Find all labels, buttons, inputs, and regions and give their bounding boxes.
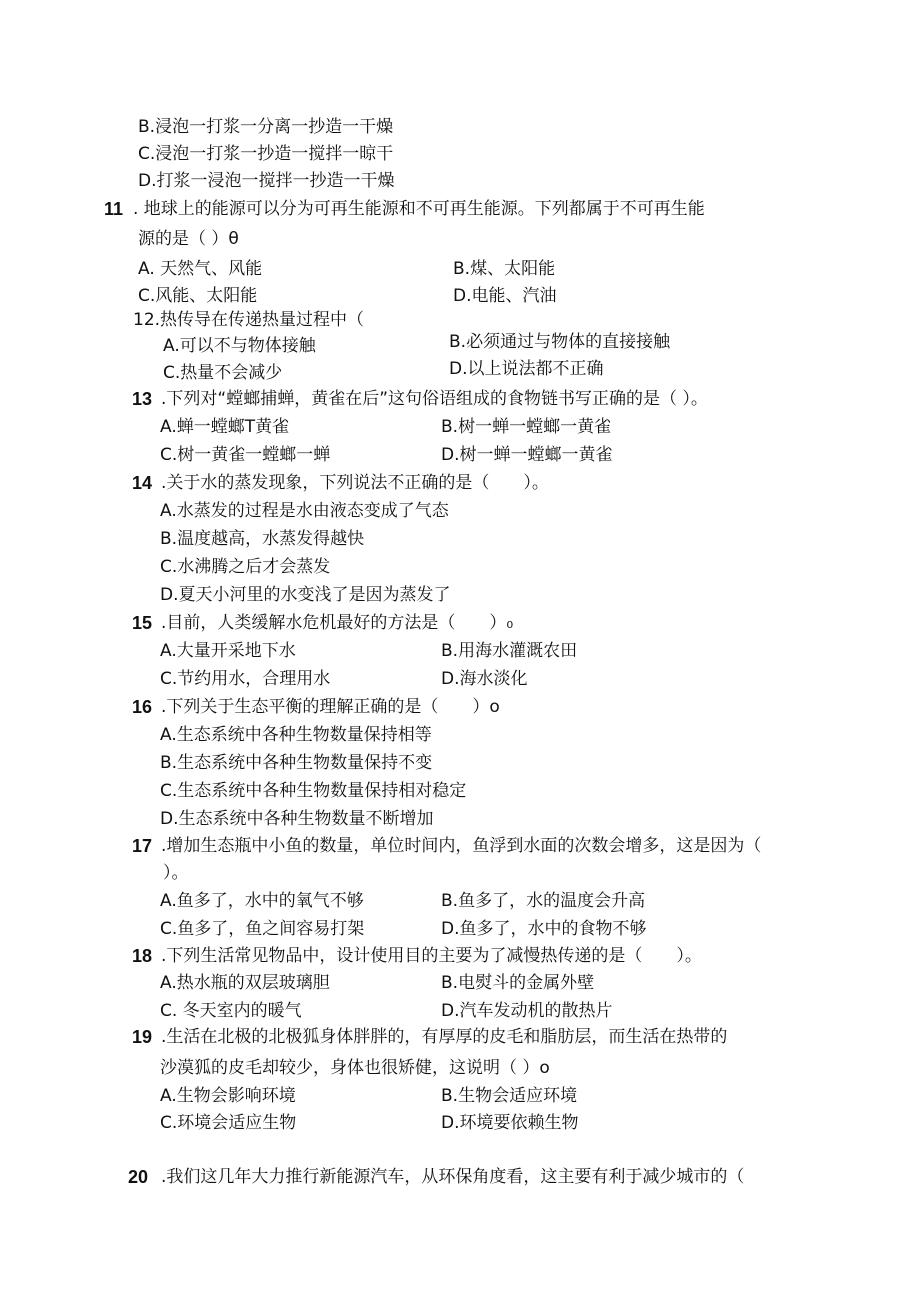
q18-option-a: A.热水瓶的双层玻璃胆 xyxy=(160,973,330,993)
q17-stem-line2: ）。 xyxy=(163,863,189,883)
q14-number: 14 xyxy=(132,473,153,493)
q16-option-c: C.生态系统中各种生物数量保持相对稳定 xyxy=(160,781,467,801)
q19-option-b: B.生物会适应环境 xyxy=(441,1086,578,1106)
q14-option-a: A.水蒸发的过程是水由液态变成了气态 xyxy=(160,501,449,521)
q11-number: 11 xyxy=(104,199,124,219)
q11-option-c: C.风能、太阳能 xyxy=(138,286,258,306)
q13-number: 13 xyxy=(132,389,153,409)
q14-option-c: C.水沸腾之后才会蒸发 xyxy=(160,557,331,577)
q16-number: 16 xyxy=(132,697,153,717)
q17-option-c: C.鱼多了，鱼之间容易打架 xyxy=(160,919,365,939)
q13-stem: .下列对“螳螂捕蝉，黄雀在后”这句俗语组成的食物链书写正确的是（ ）。 xyxy=(161,389,708,409)
q14-option-b: B.温度越高，水蒸发得越快 xyxy=(160,529,365,549)
q15-stem: .目前，人类缓解水危机最好的方法是（ ）₀ xyxy=(161,613,514,633)
q16-option-d: D.生态系统中各种生物数量不断增加 xyxy=(160,809,434,829)
q12-option-d: D.以上说法都不正确 xyxy=(449,359,604,379)
q15-number: 15 xyxy=(132,613,153,633)
q18-stem: .下列生活常见物品中，设计使用目的主要为了减慢热传递的是（ ）。 xyxy=(161,946,702,966)
q19-number: 19 xyxy=(132,1027,153,1047)
q14-option-d: D.夏天小河里的水变浅了是因为蒸发了 xyxy=(160,585,451,605)
q19-option-d: D.环境要依赖生物 xyxy=(441,1113,579,1133)
q10-option-c: C.浸泡一打浆一抄造一搅拌一晾干 xyxy=(138,144,394,164)
q16-option-a: A.生态系统中各种生物数量保持相等 xyxy=(160,725,432,745)
q19-stem-line1: .生活在北极的北极狐身体胖胖的，有厚厚的皮毛和脂肪层，而生活在热带的 xyxy=(161,1027,728,1047)
q17-option-b: B.鱼多了，水的温度会升高 xyxy=(441,891,646,911)
q18-option-c: C. 冬天室内的暖气 xyxy=(160,1001,302,1021)
q13-option-a: A.蝉一螳螂T黄雀 xyxy=(160,417,290,437)
q20-stem: .我们这几年大力推行新能源汽车，从环保角度看，这主要有利于减少城市的（ xyxy=(161,1167,745,1187)
q13-option-d: D.树一蝉一螳螂一黄雀 xyxy=(441,445,613,465)
q18-option-b: B.电熨斗的金属外壁 xyxy=(441,973,595,993)
q12-option-b: B.必须通过与物体的直接接触 xyxy=(449,332,671,352)
q13-option-c: C.树一黄雀一螳螂一蝉 xyxy=(160,445,331,465)
q17-option-d: D.鱼多了，水中的食物不够 xyxy=(441,919,647,939)
q11-stem-line2: 源的是（ ）θ xyxy=(138,229,239,249)
q12-option-c: C.热量不会减少 xyxy=(163,363,283,383)
q16-option-b: B.生态系统中各种生物数量保持不变 xyxy=(160,753,433,773)
q11-stem-line1: . 地球上的能源可以分为可再生能源和不可再生能源。下列都属于不可再生能 xyxy=(133,199,705,219)
q18-number: 18 xyxy=(132,946,153,966)
q15-option-a: A.大量开采地下水 xyxy=(160,641,296,661)
q15-option-c: C.节约用水，合理用水 xyxy=(160,669,331,689)
q19-option-a: A.生物会影响环境 xyxy=(160,1086,296,1106)
q11-option-a: A. 天然气、风能 xyxy=(138,259,263,279)
q11-option-d: D.电能、汽油 xyxy=(453,286,557,306)
q13-option-b: B.树一蝉一螳螂一黄雀 xyxy=(441,417,612,437)
q15-option-b: B.用海水灌溉农田 xyxy=(441,641,578,661)
q10-option-b: B.浸泡一打浆一分离一抄造一干燥 xyxy=(138,117,394,137)
q12-option-a: A.可以不与物体接触 xyxy=(163,336,316,356)
q19-option-c: C.环境会适应生物 xyxy=(160,1113,297,1133)
q12-stem: 12.热传导在传递热量过程中（ xyxy=(133,310,365,330)
q14-stem: .关于水的蒸发现象，下列说法不正确的是（ ）。 xyxy=(161,473,549,493)
q15-option-d: D.海水淡化 xyxy=(441,669,528,689)
q17-number: 17 xyxy=(132,836,153,856)
q11-option-b: B.煤、太阳能 xyxy=(453,259,556,279)
q17-option-a: A.鱼多了，水中的氧气不够 xyxy=(160,891,364,911)
q20-number: 20 xyxy=(128,1167,149,1187)
q10-option-d: D.打浆一浸泡一搅拌一抄造一干燥 xyxy=(138,171,395,191)
q17-stem-line1: .增加生态瓶中小鱼的数量，单位时间内，鱼浮到水面的次数会增多，这是因为（ xyxy=(161,836,762,856)
q16-stem: .下列关于生态平衡的理解正确的是（ ）o xyxy=(161,697,500,717)
q18-option-d: D.汽车发动机的散热片 xyxy=(441,1001,613,1021)
q19-stem-line2: 沙漠狐的皮毛却较少，身体也很矫健，这说明（ ）o xyxy=(160,1058,550,1078)
